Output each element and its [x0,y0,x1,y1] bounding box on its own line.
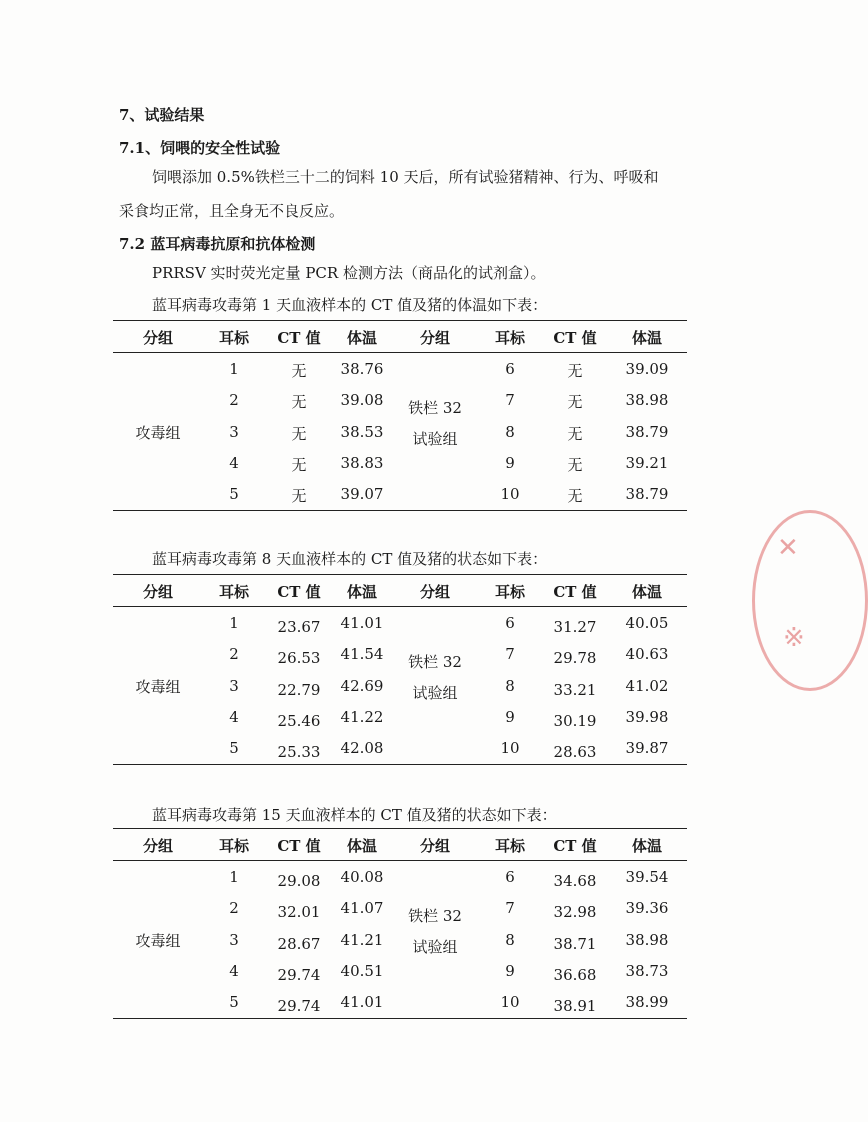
table-border-rule [113,510,687,511]
table-cell: 3 [229,931,239,949]
table-cell: 10 [500,485,520,503]
table-cell: 无 [291,456,307,474]
table-cell: 9 [505,708,515,726]
table-cell: 30.19 [553,712,597,730]
table-cell: 32.01 [277,903,321,921]
table-header-cell: 分组 [142,583,174,601]
table-cell: 38.79 [625,423,669,441]
table-cell: 10 [500,739,520,757]
table-cell: 5 [229,485,239,503]
table-header-cell: 分组 [142,837,174,855]
table-header-cell: 体温 [631,583,663,601]
table-cell: 38.91 [553,997,597,1015]
table-cell: 无 [567,456,583,474]
table-cell: 33.21 [553,681,597,699]
safety-paragraph-line2: 采食均正常，且全身无不良反应。 [119,202,345,220]
group-label-test-line1: 铁栏 32 [408,907,462,925]
table-caption: 蓝耳病毒攻毒第 1 天血液样本的 CT 值及猪的体温如下表： [152,296,548,314]
table-border-rule [113,764,687,765]
table-cell: 7 [505,645,515,663]
table-cell: 无 [567,393,583,411]
table-cell: 39.08 [340,391,384,409]
table-header-cell: CT 值 [553,583,597,601]
table-border-rule [113,828,687,829]
table-cell: 40.05 [625,614,669,632]
table-cell: 无 [291,425,307,443]
table-header-rule [113,606,687,607]
table-header-cell: 耳标 [494,329,526,347]
table-border-rule [113,1018,687,1019]
table-cell: 8 [505,423,515,441]
table-header-rule [113,860,687,861]
table-cell: 38.83 [340,454,384,472]
table-cell: 41.54 [340,645,384,663]
table-cell: 39.21 [625,454,669,472]
data-table [113,574,687,766]
table-header-cell: 耳标 [494,583,526,601]
table-cell: 34.68 [553,872,597,890]
table-cell: 3 [229,677,239,695]
table-cell: 39.54 [625,868,669,886]
table-cell: 32.98 [553,903,597,921]
table-cell: 10 [500,993,520,1011]
table-cell: 7 [505,391,515,409]
subsection-title-detection: 7.2 蓝耳病毒抗原和抗体检测 [119,235,316,253]
table-cell: 40.08 [340,868,384,886]
table-cell: 42.08 [340,739,384,757]
table-header-cell: 耳标 [494,837,526,855]
table-cell: 38.99 [625,993,669,1011]
table-cell: 无 [291,487,307,505]
safety-paragraph-line1: 饲喂添加 0.5%铁栏三十二的饲料 10 天后，所有试验猪精神、行为、呼吸和 [152,168,659,186]
table-cell: 41.21 [340,931,384,949]
table-cell: 41.01 [340,993,384,1011]
table-header-cell: 分组 [419,837,451,855]
table-header-cell: CT 值 [277,583,321,601]
table-cell: 无 [567,362,583,380]
table-cell: 38.71 [553,935,597,953]
table-header-cell: CT 值 [277,837,321,855]
table-cell: 22.79 [277,681,321,699]
group-label-test-line2: 试验组 [412,430,458,448]
table-cell: 42.69 [340,677,384,695]
table-cell: 31.27 [553,618,597,636]
table-cell: 36.68 [553,966,597,984]
table-cell: 无 [567,425,583,443]
table-cell: 29.74 [277,966,321,984]
table-cell: 39.36 [625,899,669,917]
table-cell: 39.87 [625,739,669,757]
table-header-cell: 耳标 [218,837,250,855]
table-cell: 38.53 [340,423,384,441]
table-cell: 6 [505,360,515,378]
table-cell: 29.74 [277,997,321,1015]
group-label-test-line1: 铁栏 32 [408,399,462,417]
data-table [113,320,687,512]
red-seal-stamp: ✕ ※ [752,510,868,691]
table-cell: 26.53 [277,649,321,667]
table-header-cell: 体温 [346,329,378,347]
table-cell: 38.76 [340,360,384,378]
table-caption: 蓝耳病毒攻毒第 8 天血液样本的 CT 值及猪的状态如下表： [152,550,548,568]
table-header-cell: 体温 [631,837,663,855]
table-cell: 38.73 [625,962,669,980]
data-table [113,828,687,1020]
table-cell: 39.07 [340,485,384,503]
table-cell: 41.01 [340,614,384,632]
table-cell: 1 [229,360,239,378]
table-cell: 2 [229,391,239,409]
table-header-cell: 分组 [142,329,174,347]
group-label-test-line1: 铁栏 32 [408,653,462,671]
table-cell: 23.67 [277,618,321,636]
table-cell: 9 [505,962,515,980]
table-cell: 7 [505,899,515,917]
table-header-cell: 体温 [346,837,378,855]
table-cell: 40.63 [625,645,669,663]
table-header-cell: 体温 [346,583,378,601]
table-cell: 39.98 [625,708,669,726]
table-header-cell: 分组 [419,583,451,601]
table-cell: 8 [505,931,515,949]
table-header-cell: CT 值 [553,837,597,855]
group-label-test-line2: 试验组 [412,684,458,702]
table-cell: 4 [229,962,239,980]
table-border-rule [113,574,687,575]
table-cell: 39.09 [625,360,669,378]
table-border-rule [113,320,687,321]
table-cell: 5 [229,739,239,757]
table-cell: 38.79 [625,485,669,503]
table-cell: 4 [229,454,239,472]
table-cell: 3 [229,423,239,441]
table-cell: 25.46 [277,712,321,730]
table-cell: 2 [229,645,239,663]
table-cell: 41.07 [340,899,384,917]
table-cell: 无 [291,393,307,411]
table-cell: 9 [505,454,515,472]
table-cell: 4 [229,708,239,726]
table-header-cell: 耳标 [218,583,250,601]
table-cell: 28.63 [553,743,597,761]
subsection-title-safety: 7.1、饲喂的安全性试验 [119,139,281,157]
table-cell: 6 [505,614,515,632]
table-header-cell: 体温 [631,329,663,347]
table-cell: 1 [229,614,239,632]
table-cell: 无 [291,362,307,380]
table-header-rule [113,352,687,353]
table-cell: 8 [505,677,515,695]
group-label-challenge: 攻毒组 [135,678,181,696]
table-cell: 5 [229,993,239,1011]
table-cell: 38.98 [625,931,669,949]
table-cell: 25.33 [277,743,321,761]
table-cell: 1 [229,868,239,886]
table-header-cell: CT 值 [277,329,321,347]
table-cell: 38.98 [625,391,669,409]
table-cell: 29.08 [277,872,321,890]
group-label-challenge: 攻毒组 [135,424,181,442]
detection-paragraph: PRRSV 实时荧光定量 PCR 检测方法（商品化的试剂盒）。 [152,264,546,282]
table-cell: 41.22 [340,708,384,726]
table-cell: 2 [229,899,239,917]
table-cell: 41.02 [625,677,669,695]
table-header-cell: 分组 [419,329,451,347]
table-caption: 蓝耳病毒攻毒第 15 天血液样本的 CT 值及猪的状态如下表： [152,806,557,824]
table-cell: 28.67 [277,935,321,953]
table-header-cell: CT 值 [553,329,597,347]
section-title: 7、试验结果 [119,106,205,124]
table-cell: 6 [505,868,515,886]
group-label-test-line2: 试验组 [412,938,458,956]
table-cell: 40.51 [340,962,384,980]
table-header-cell: 耳标 [218,329,250,347]
table-cell: 29.78 [553,649,597,667]
group-label-challenge: 攻毒组 [135,932,181,950]
table-cell: 无 [567,487,583,505]
